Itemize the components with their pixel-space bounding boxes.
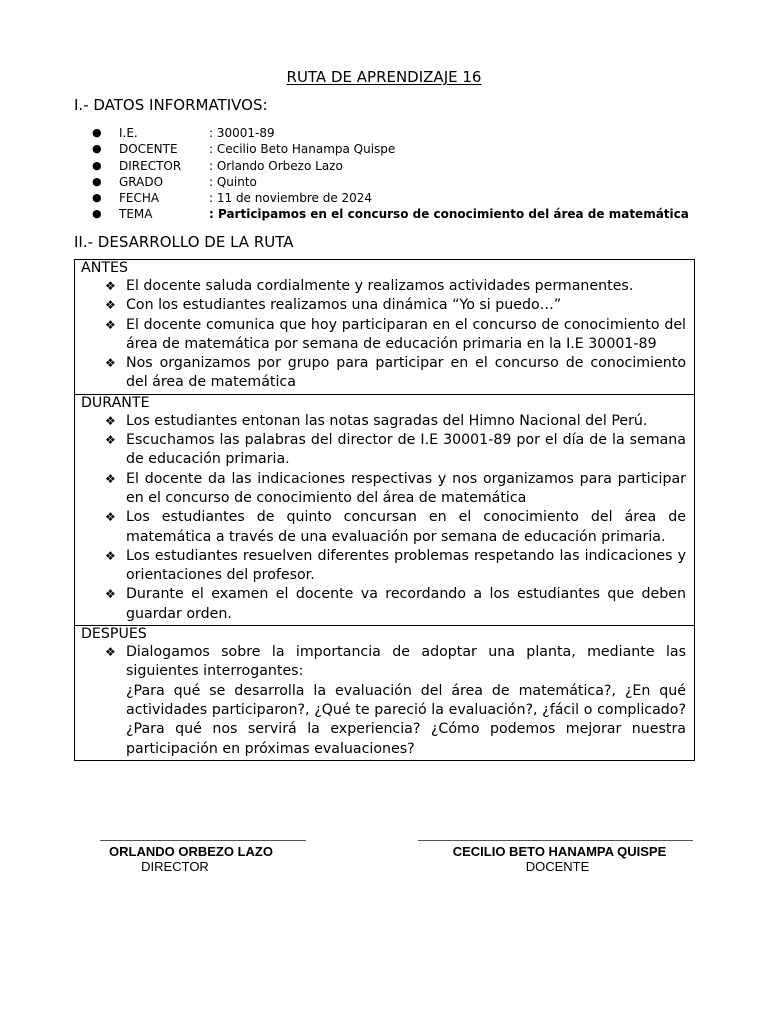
- list-item: [81, 412, 686, 431]
- item-text: Escuchamos las palabras del director de I.E 30001-89 por el día de la semana de educación primaria.: [126, 432, 686, 468]
- item-questions: ¿Para qué se desarrolla la evaluación del área de matemática?, ¿En qué actividades participaron?, ¿Qué te pareció la evaluación?, ¿fácil o complicado? ¿Para qué nos servirá la experiencia? ¿Cómo podemos mejorar nuestra participación en próximas evaluaciones?: [126, 682, 686, 757]
- bullet-icon: ●: [92, 126, 102, 139]
- info-value: : 30001-89: [209, 126, 275, 140]
- diamond-bullet-icon: ❖: [105, 510, 116, 525]
- diamond-bullet-icon: ❖: [105, 298, 116, 313]
- phase-items: [81, 277, 686, 393]
- info-label: TEMA: [119, 207, 153, 222]
- signature-director: [100, 840, 306, 874]
- bullet-icon: ●: [92, 158, 102, 172]
- info-row-grado: [92, 174, 689, 190]
- phase-title: ANTES: [81, 260, 128, 276]
- list-item: [81, 547, 686, 586]
- item-text: Durante el examen el docente va recordando a los estudiantes que deben guardar orden.: [126, 586, 686, 622]
- info-value: : Quinto: [209, 174, 257, 189]
- item-intro: Dialogamos sobre la importancia de adoptar una planta, mediante las siguientes interrogantes:: [126, 644, 686, 680]
- route-table: [74, 259, 695, 761]
- bullet-icon: ●: [92, 142, 102, 156]
- diamond-bullet-icon: ❖: [105, 587, 116, 602]
- phase-title: DESPUES: [81, 626, 147, 643]
- phase-antes: [75, 260, 694, 394]
- item-text: [126, 643, 686, 759]
- section-datos-informativos: I.- DATOS INFORMATIVOS:: [74, 96, 268, 114]
- info-label: DOCENTE: [119, 142, 178, 157]
- diamond-bullet-icon: ❖: [105, 413, 116, 428]
- bullet-icon: ●: [92, 191, 102, 205]
- diamond-bullet-icon: ❖: [105, 279, 116, 293]
- list-item: [81, 316, 686, 355]
- item-text: El docente saluda cordialmente y realizamos actividades permanentes.: [126, 278, 634, 294]
- info-value: : Participamos en el concurso de conocimiento del área de matemática: [209, 207, 689, 222]
- phase-items: [81, 412, 686, 624]
- signature-role: DOCENTE: [525, 859, 590, 874]
- info-label: FECHA: [119, 191, 160, 206]
- info-label: GRADO: [119, 174, 164, 189]
- info-value: : Cecilio Beto Hanampa Quispe: [209, 142, 396, 157]
- phase-durante: [75, 394, 694, 625]
- item-text: Los estudiantes resuelven diferentes problemas respetando las indicaciones y orientaciones del profesor.: [126, 547, 686, 584]
- item-text: Nos organizamos por grupo para participar en el concurso de conocimiento del área de matemática: [126, 355, 686, 391]
- section-desarrollo-ruta: II.- DESARROLLO DE LA RUTA: [74, 233, 294, 251]
- diamond-bullet-icon: ❖: [105, 356, 116, 371]
- info-row-fecha: [92, 190, 689, 206]
- list-item: [81, 643, 686, 759]
- list-item: [81, 277, 686, 296]
- info-row-ie: [92, 125, 689, 141]
- diamond-bullet-icon: ❖: [105, 471, 116, 486]
- bullet-icon: ●: [92, 174, 102, 188]
- document-title: RUTA DE APRENDIZAJE 16: [286, 68, 482, 86]
- item-text: El docente da las indicaciones respectivas y nos organizamos para participar en el concurso de conocimiento del área de matemática: [126, 470, 686, 506]
- signature-role: DIRECTOR: [141, 859, 209, 874]
- phase-title: DURANTE: [81, 394, 150, 411]
- signature-line: [418, 840, 693, 841]
- item-text: El docente comunica que hoy participaran en el concurso de conocimiento del área de matemática por semana de educación primaria en la I.E 30001-89: [126, 316, 686, 352]
- list-item: [81, 354, 686, 393]
- bullet-icon: ●: [92, 207, 102, 221]
- info-value: : Orlando Orbezo Lazo: [209, 158, 343, 173]
- phase-despues: [75, 625, 694, 760]
- diamond-bullet-icon: ❖: [105, 645, 116, 660]
- signature-docente: [418, 840, 693, 874]
- info-list: [92, 125, 689, 223]
- diamond-bullet-icon: ❖: [105, 317, 116, 332]
- list-item: [81, 508, 686, 547]
- list-item: [81, 431, 686, 470]
- item-text: Los estudiantes de quinto concursan en el conocimiento del área de matemática a través de una evaluación por semana de educación primaria.: [126, 509, 686, 545]
- signature-name: ORLANDO ORBEZO LAZO: [109, 844, 273, 859]
- signature-name: CECILIO BETO HANAMPA QUISPE: [452, 844, 667, 859]
- list-item: [81, 296, 686, 315]
- signature-line: [100, 840, 306, 841]
- info-label: I.E.: [119, 126, 138, 140]
- info-label: DIRECTOR: [119, 158, 182, 173]
- phase-items: [81, 643, 686, 759]
- info-row-docente: [92, 141, 689, 157]
- info-value: : 11 de noviembre de 2024: [209, 191, 373, 206]
- diamond-bullet-icon: ❖: [105, 548, 116, 563]
- item-text: Los estudiantes entonan las notas sagradas del Himno Nacional del Perú.: [126, 412, 648, 429]
- item-text: Con los estudiantes realizamos una dinámica “Yo si puedo…”: [126, 297, 562, 314]
- list-item: [81, 470, 686, 509]
- info-row-director: [92, 158, 689, 174]
- list-item: [81, 585, 686, 624]
- info-row-tema: [92, 206, 689, 222]
- diamond-bullet-icon: ❖: [105, 433, 116, 448]
